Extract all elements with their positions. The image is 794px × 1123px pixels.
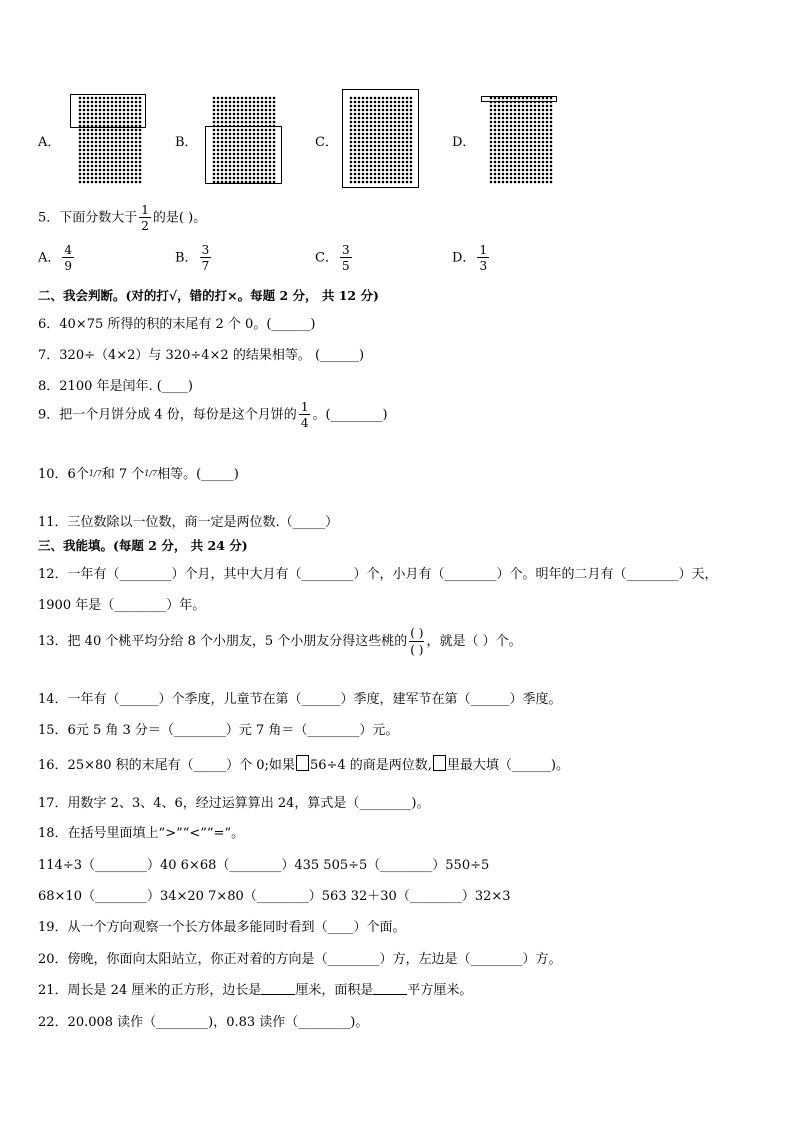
question-16: 16．25×80 积的末尾有（_____）个 0;如果 56÷4 的商是两位数, 里最大填（______)。 [38, 754, 569, 773]
q5-option-a: A． $\frac{4}{9}$ [38, 243, 73, 273]
answer-blank [373, 983, 407, 995]
question-18-row2: 68×10（________）34×20 7×80（________）563 32＋30（________）32×3 [38, 889, 511, 904]
question-8: 8．2100 年是闰年. (____) [38, 379, 193, 394]
q4-option-b-label: B． [175, 135, 198, 150]
selection-box [481, 96, 557, 102]
question-21: 21．周长是 24 厘米的正方形，边长是 厘米，面积是 平方厘米。 [38, 983, 473, 998]
q5-option-b: B． $\frac{3}{7}$ [175, 243, 210, 273]
question-17: 17．用数字 2、3、4、6，经过运算算出 24，算式是（________)。 [38, 796, 430, 811]
selection-box [205, 126, 282, 184]
small-fraction: 1/7 [144, 469, 158, 478]
selection-box [70, 94, 146, 128]
question-22: 22．20.008 读作（________)，0.83 读作（________)。 [38, 1015, 369, 1030]
question-6: 6．40×75 所得的积的末尾有 2 个 0。(______) [38, 317, 316, 332]
question-18-title: 18．在括号里面填上“>”“<”“=”。 [38, 826, 245, 841]
section-3-heading: 三、我能填。(每题 2 分， 共 24 分) [38, 538, 248, 553]
question-12-line1: 12．一年有（________）个月，其中大月有（________）个，小月有（________）个。明年的二月有（________）天， [38, 567, 718, 582]
q4-option-c-label: C． [315, 135, 338, 150]
fraction: $\frac{1}{2}$ [141, 203, 149, 233]
dot-grid [489, 96, 553, 184]
question-15: 15．6元 5 角 3 分＝（________）元 7 角＝（________）元。 [38, 723, 399, 738]
question-13: 13．把 40 个桃平均分给 8 个小朋友，5 个小朋友分得这些桃的 ( ) ( ) ，就是（ ）个。 [38, 626, 522, 657]
section-2-heading: 二、我会判断。(对的打√，错的打×。每题 2 分， 共 12 分) [38, 288, 379, 303]
selection-box [342, 89, 419, 188]
question-9: 9．把一个月饼分成 4 份，每份是这个月饼的 $\frac{1}{4}$ 。(________) [38, 400, 388, 430]
question-11: 11．三位数除以一位数，商一定是两位数.（_____） [38, 515, 339, 530]
question-18-row1: 114÷3（________）40 6×68（________）435 505÷5（________）550÷5 [38, 858, 490, 873]
question-19: 19．从一个方向观察一个长方体最多能同时看到（____）个面。 [38, 920, 406, 935]
question-14: 14．一年有（______）个季度，儿童节在第（______）季度，建军节在第（______）季度。 [38, 692, 562, 707]
question-20: 20．傍晚，你面向太阳站立，你正对着的方向是（________）方，左边是（________）方。 [38, 952, 562, 967]
q5-option-c: C． $\frac{3}{5}$ [315, 243, 350, 273]
question-7: 7．320÷（4×2）与 320÷4×2 的结果相等。 (______) [38, 348, 365, 363]
blank-square [296, 755, 309, 771]
fraction: $\frac{1}{4}$ [300, 400, 309, 430]
answer-blank [261, 983, 295, 995]
q5-option-d: D． $\frac{1}{3}$ [452, 243, 488, 273]
blank-square [433, 755, 446, 771]
small-fraction: 1/7 [88, 469, 102, 478]
blank-fraction: ( ) ( ) [410, 626, 424, 657]
q4-option-a-label: A． [38, 135, 61, 150]
question-12-line2: 1900 年是（________）年。 [38, 598, 206, 613]
q4-option-d-label: D． [452, 135, 476, 150]
question-10: 10．6个1/7和 7 个1/7相等。(_____) [38, 467, 239, 482]
question-5: 5．下面分数大于 $\frac{1}{2}$ 的是( )。 [38, 203, 207, 233]
